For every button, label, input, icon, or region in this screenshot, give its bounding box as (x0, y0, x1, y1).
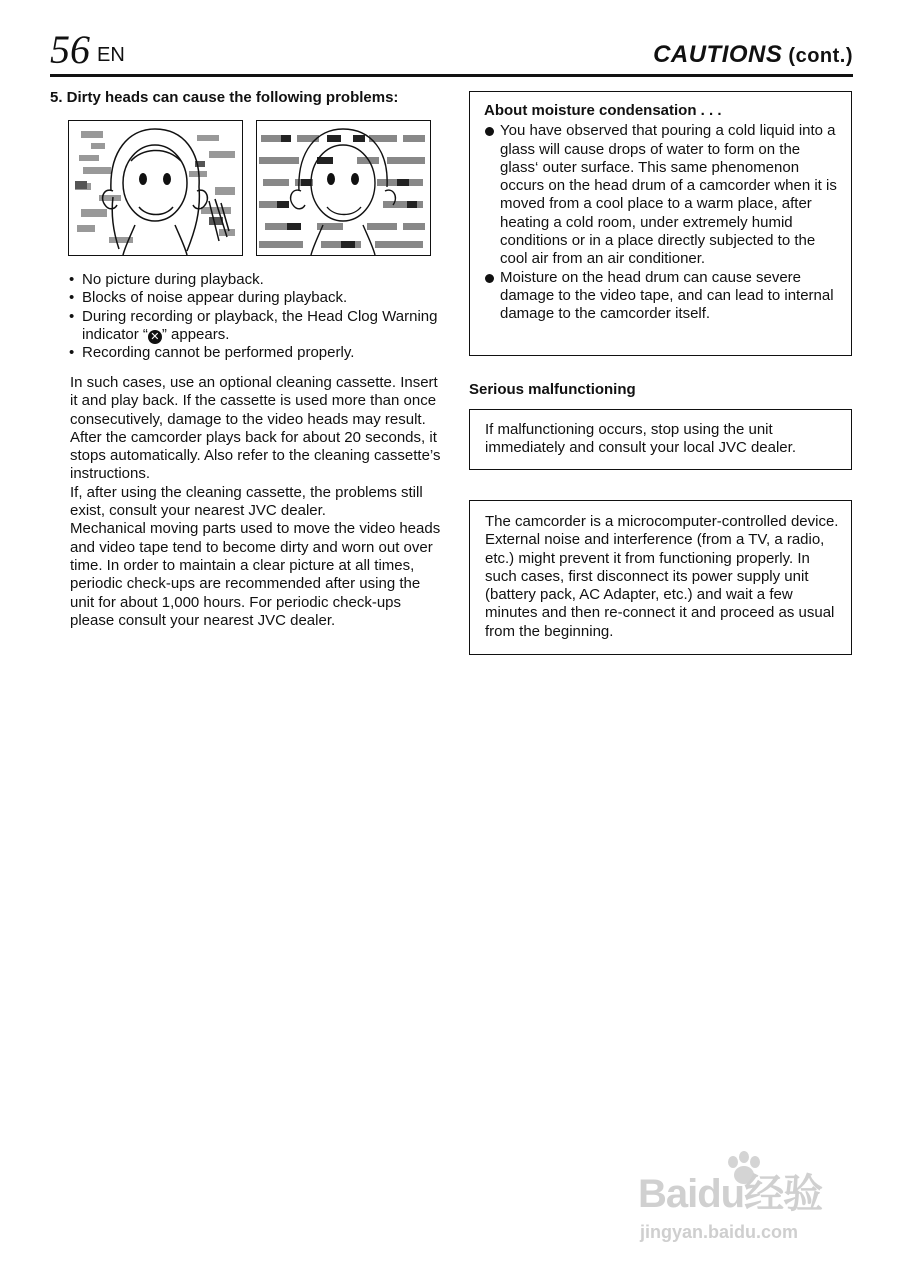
moisture-list (484, 122, 839, 323)
malfunction-box (469, 409, 852, 470)
watermark-logo: Baidu经验 (638, 1172, 823, 1216)
moisture-title: About moisture condensation . . . (484, 102, 722, 119)
list-item (69, 271, 449, 289)
microcomputer-text: The camcorder is a microcomputer-controlled device. External noise and interference (from a TV, a radio, etc.) might prevent it from functioning properly. In such cases, first disconnect its power supply unit (battery pack, AC Adapter, etc.) and wait a few minutes and then re-connect it and proceed as usual from the beginning. (485, 513, 839, 640)
malfunction-heading: Serious malfunctioning (469, 381, 636, 398)
illustration-noise-blocks (256, 120, 431, 256)
page-number: 56 (50, 27, 90, 72)
section-title (653, 42, 853, 69)
page-language: EN (97, 44, 125, 66)
moisture-condensation-box (469, 91, 852, 356)
problem-recording: Recording cannot be performed properly. (82, 344, 355, 362)
problem-noise-blocks: Blocks of noise appear during playback. (82, 289, 348, 307)
cleaning-paragraph-2: If, after using the cleaning cassette, the problems still exist, consult your nearest JVC dealer. (70, 483, 423, 520)
page-header (50, 27, 853, 77)
head-clog-warning-icon: ✕ (148, 330, 162, 344)
microcomputer-box (469, 500, 852, 655)
cleaning-instructions (70, 374, 442, 630)
list-item (69, 308, 449, 345)
list-item (69, 344, 449, 362)
problem-no-picture: No picture during playback. (82, 271, 264, 288)
left-column (50, 88, 441, 629)
section-title-suffix: (cont.) (788, 45, 853, 67)
malfunction-text: If malfunctioning occurs, stop using the unit immediately and consult your local JVC dealer. (485, 421, 796, 457)
cleaning-paragraph-3: Mechanical moving parts used to move the video heads and video tape tend to become dirty and worn out over time. In order to maintain a clear picture at all times, periodic check-ups are recommended after using the unit for about 1,000 hours. For periodic check-ups please consult your nearest JVC dealer. (70, 520, 441, 629)
problem-head-clog-pre: During recording or playback, the Head Clog Warning indicator “ (82, 307, 438, 343)
list-item (69, 289, 449, 307)
face-noise-illustration-2 (257, 121, 430, 255)
problem-list (69, 271, 449, 362)
illustration-no-picture (68, 120, 243, 256)
dirty-heads-heading: 5. Dirty heads can cause the following problems: (50, 89, 399, 106)
face-noise-illustration-1 (69, 121, 242, 255)
cleaning-paragraph-1: In such cases, use an optional cleaning cassette. Insert it and play back. If the cassette is used more than once consecutively, damage to the video heads may result. After the camcorder plays back for about 20 seconds, it stops automatically. Also refer to the cleaning cassette’s instructions. (70, 374, 441, 483)
list-item: You have observed that pouring a cold liquid into a glass will cause drops of water to form on the glass‘ outer surface. This same phenomenon occurs on the head drum of a camcorder when it is moved from a cool place to a warm place, after heating a cold room, under extremely humid conditions or in a place directly subjected to the cool air from an air conditioner. (484, 122, 839, 268)
section-title-text: CAUTIONS (653, 41, 783, 68)
watermark-url: jingyan.baidu.com (640, 1222, 799, 1242)
baidu-watermark (638, 1150, 858, 1250)
list-item: Moisture on the head drum can cause severe damage to the video tape, and can lead to internal damage to the camcorder itself. (484, 269, 839, 324)
problem-head-clog-post: ” appears. (161, 325, 230, 343)
